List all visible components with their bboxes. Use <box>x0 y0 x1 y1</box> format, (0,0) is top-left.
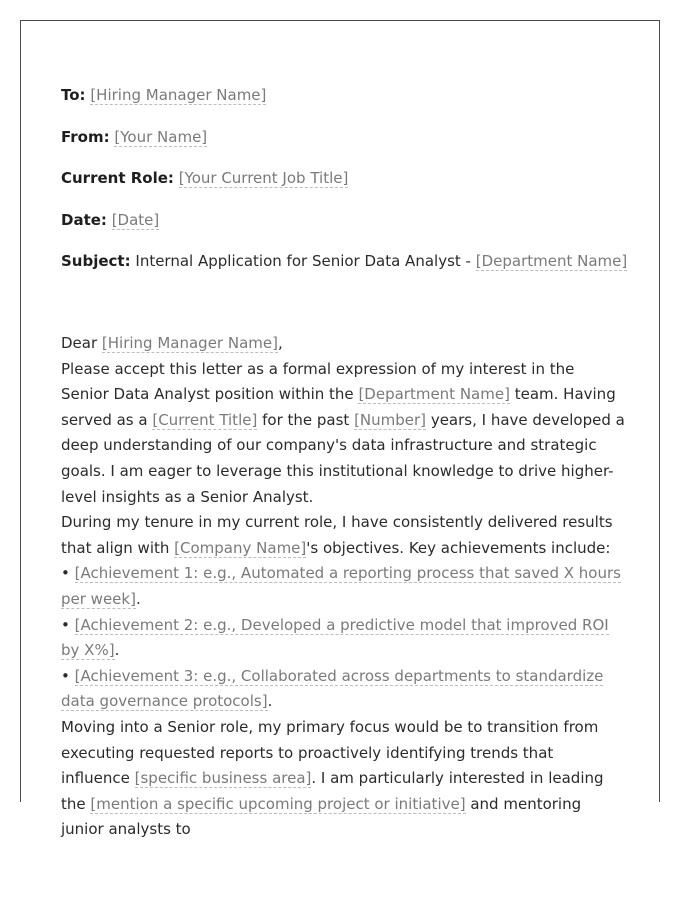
achievement-1-item <box>61 561 626 612</box>
p1-department-placeholder[interactable]: [Department Name] <box>358 385 510 404</box>
p3-text-a: Moving into a Senior role, my primary focus would be to transition from executing requested reports to proactively identifying trends that influence <box>61 717 599 788</box>
bullet-2: • <box>61 615 70 634</box>
achievement-3-placeholder[interactable]: [Achievement 3: e.g., Collaborated across departments to standardize data governance protocols] <box>61 666 604 711</box>
salutation-text: Dear <box>61 334 98 352</box>
achievement-1-period: . <box>135 589 141 608</box>
to-placeholder[interactable]: [Hiring Manager Name] <box>90 86 267 104</box>
subject-department-placeholder[interactable]: [Department Name] <box>475 252 628 270</box>
letter-body <box>61 331 626 843</box>
current-role-label: Current Role: <box>61 169 174 187</box>
salutation-comma: , <box>277 334 283 352</box>
bullet-3: • <box>61 666 70 685</box>
subject-label: Subject: <box>61 252 131 270</box>
subject-line <box>61 251 627 271</box>
p3-project-placeholder[interactable]: [mention a specific upcoming project or initiative] <box>90 794 466 813</box>
date-label: Date: <box>61 211 107 229</box>
to-line <box>61 85 266 105</box>
bullet-1: • <box>61 564 70 583</box>
subject-text: Internal Application for Senior Data Analyst - <box>135 252 471 270</box>
paragraph-3 <box>61 715 626 843</box>
current-role-placeholder[interactable]: [Your Current Job Title] <box>178 169 349 187</box>
p2-company-placeholder[interactable]: [Company Name] <box>174 538 307 557</box>
p1-text-d: years, I have developed a deep understanding of our company's data infrastructure and strategic goals. I am eager to leverage this institutional knowledge to drive higher-level insights as a Senior Analyst. <box>61 410 625 506</box>
date-line <box>61 210 159 230</box>
achievement-2-placeholder[interactable]: [Achievement 2: e.g., Developed a predictive model that improved ROI by X%] <box>61 615 609 660</box>
achievement-3-item <box>61 664 626 715</box>
p1-text-b: team. Having served as a <box>61 385 616 429</box>
current-role-line <box>61 168 348 188</box>
achievement-3-period: . <box>267 692 273 711</box>
achievement-2-period: . <box>114 641 120 660</box>
from-placeholder[interactable]: [Your Name] <box>114 128 208 146</box>
p1-title-placeholder[interactable]: [Current Title] <box>152 410 258 429</box>
p2-text-a: During my tenure in my current role, I have consistently delivered results that align with <box>61 513 613 557</box>
to-label: To: <box>61 86 86 104</box>
letter-page <box>20 20 660 839</box>
p3-area-placeholder[interactable]: [specific business area] <box>134 769 312 788</box>
date-placeholder[interactable]: [Date] <box>111 211 160 229</box>
p3-text-b: . I am particularly interested in leading the <box>61 769 604 813</box>
p1-text-c: for the past <box>262 410 350 429</box>
p1-number-placeholder[interactable]: [Number] <box>354 410 427 429</box>
achievement-2-item <box>61 613 626 664</box>
from-line <box>61 127 207 147</box>
p2-text-b: 's objectives. Key achievements include: <box>306 538 611 557</box>
salutation <box>61 331 626 357</box>
p1-text-a: Please accept this letter as a formal expression of my interest in the Senior Data Analyst position within the <box>61 359 575 404</box>
achievement-1-placeholder[interactable]: [Achievement 1: e.g., Automated a reporting process that saved X hours per week] <box>61 564 621 608</box>
p3-text-c: and mentoring junior analysts to <box>61 794 582 839</box>
salutation-name-placeholder[interactable]: [Hiring Manager Name] <box>101 334 278 352</box>
from-label: From: <box>61 128 110 146</box>
paragraph-1 <box>61 357 626 511</box>
paragraph-2 <box>61 510 626 561</box>
